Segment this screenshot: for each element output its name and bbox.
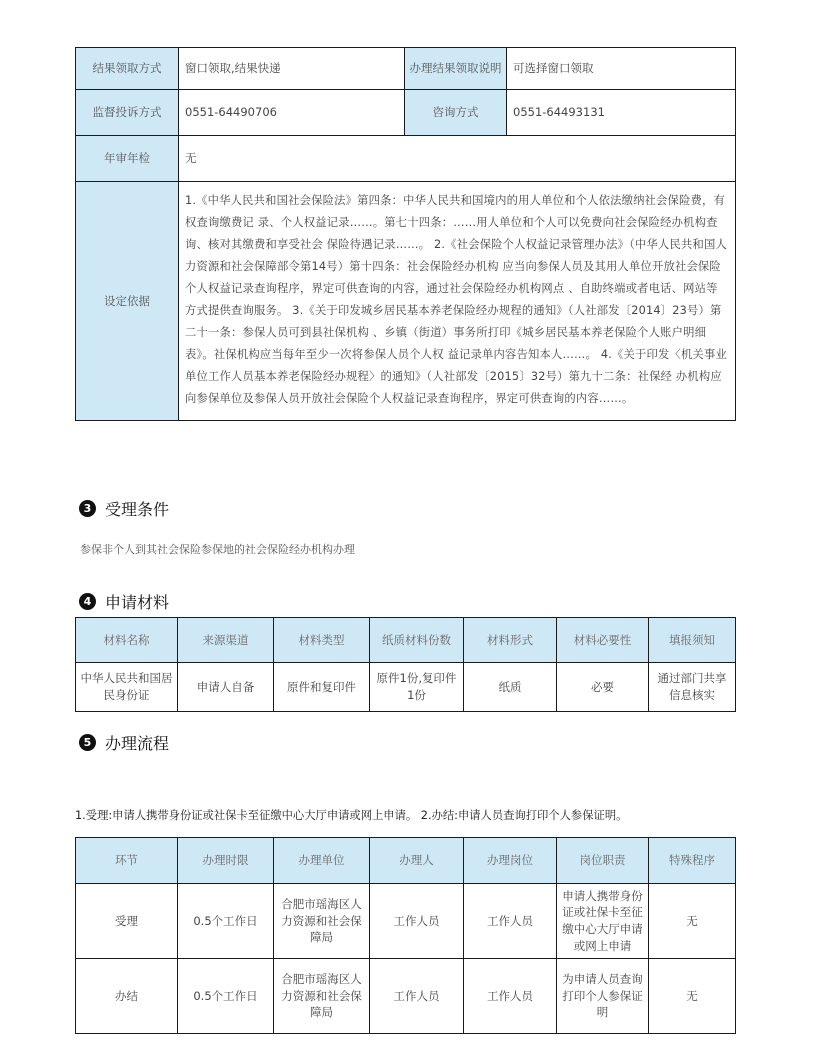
section-heading-materials (79, 590, 169, 613)
section-number-badge: 5 (79, 734, 96, 751)
column-header: 特殊程序 (649, 838, 736, 884)
consult-phone: 0551-64493131 (507, 90, 736, 136)
result-method-value: 窗口领取,结果快递 (179, 48, 405, 90)
table-cell: 通过部门共享信息核实 (649, 663, 736, 712)
section-heading-process (79, 731, 169, 754)
table-cell: 0.5个工作日 (178, 884, 274, 959)
column-header: 办理岗位 (464, 838, 557, 884)
annual-check-label: 年审年检 (76, 136, 179, 182)
table-cell: 申请人自备 (178, 663, 274, 712)
column-header: 环节 (76, 838, 178, 884)
legal-basis-text: 1.《中华人民共和国社会保险法》第四条：中华人民共和国境内的用人单位和个人依法缴纳社会保险费，有权查询缴费记 录、个人权益记录……。第七十四条：……用人单位和个人可以免费向社会保险经办机构查询、核对其缴费和享受社会 保险待遇记录……。 2.《社会保险个人权益记录管理办法》（中华人民共和国人力资源和社会保障部令第14号）第十四条：社会保险经办机构 应当向参保人员及其用人单位开放社会保险个人权益记录查询程序，界定可供查询的内容，通过社会保险经办机构网点 、自助终端或者电话、网站等方式提供查询服务。 3.《关于印发城乡居民基本养老保险经办规程的通知》（人社部发〔2014〕23号）第二十一条：参保人员可到县社保机构 、乡镇（街道）事务所打印《城乡居民基本养老保险个人账户明细表》。社保机构应当每年至少一次将参保人员个人权 益记录单内容告知本人……。 4.《关于印发〈机关事业单位工作人员基本养老保险经办规程〉的通知》（人社部发〔2015〕32号）第九十二条：社保经 办机构应向参保单位及参保人员开放社会保险个人权益记录查询程序，界定可供查询的内容……。 (179, 182, 736, 421)
column-header: 材料必要性 (557, 618, 649, 663)
column-header: 来源渠道 (178, 618, 274, 663)
table-cell: 必要 (557, 663, 649, 712)
section-heading-acceptance (79, 497, 169, 520)
annual-check-value: 无 (179, 136, 736, 182)
legal-basis-label: 设定依据 (76, 182, 179, 421)
table-cell: 合肥市瑶海区人力资源和社会保障局 (274, 884, 370, 959)
table-cell: 申请人携带身份证或社保卡至征缴中心大厅申请或网上申请 (557, 884, 649, 959)
table-header-row (76, 838, 736, 884)
table-row (76, 884, 736, 959)
materials-table (75, 617, 736, 712)
section-title: 申请材料 (105, 593, 170, 612)
info-table (75, 47, 736, 421)
section-number-badge: 3 (79, 500, 96, 517)
column-header: 填报须知 (649, 618, 736, 663)
table-cell: 原件和复印件 (274, 663, 370, 712)
table-cell: 无 (649, 884, 736, 959)
column-header: 材料形式 (464, 618, 557, 663)
complaint-label: 监督投诉方式 (76, 90, 179, 136)
table-cell: 中华人民共和国居民身份证 (76, 663, 178, 712)
table-row (76, 663, 736, 712)
table-cell: 办结 (76, 959, 178, 1034)
table-cell: 纸质 (464, 663, 557, 712)
process-table (75, 837, 736, 1034)
section-number-badge: 4 (79, 593, 96, 610)
result-method-label: 结果领取方式 (76, 48, 179, 90)
column-header: 办理人 (370, 838, 464, 884)
table-cell: 合肥市瑶海区人力资源和社会保障局 (274, 959, 370, 1034)
info-row (76, 48, 736, 90)
process-description: 1.受理:申请人携带身份证或社保卡至征缴中心大厅申请或网上申请。 2.办结:申请人员查询打印个人参保证明。 (75, 809, 628, 822)
column-header: 办理时限 (178, 838, 274, 884)
table-cell: 工作人员 (464, 884, 557, 959)
column-header: 岗位职责 (557, 838, 649, 884)
info-row (76, 90, 736, 136)
table-cell: 为申请人员查询打印个人参保证明 (557, 959, 649, 1034)
table-cell: 0.5个工作日 (178, 959, 274, 1034)
column-header: 办理单位 (274, 838, 370, 884)
complaint-phone: 0551-64490706 (179, 90, 405, 136)
info-row (76, 182, 736, 421)
column-header: 材料名称 (76, 618, 178, 663)
column-header: 纸质材料份数 (370, 618, 464, 663)
table-row (76, 959, 736, 1034)
consult-label: 咨询方式 (405, 90, 507, 136)
result-note-label: 办理结果领取说明 (405, 48, 507, 90)
table-cell: 工作人员 (464, 959, 557, 1034)
table-cell: 工作人员 (370, 959, 464, 1034)
table-cell: 受理 (76, 884, 178, 959)
table-header-row (76, 618, 736, 663)
result-note-value: 可选择窗口领取 (507, 48, 736, 90)
acceptance-condition-text: 参保非个人到其社会保险参保地的社会保险经办机构办理 (80, 543, 355, 556)
table-cell: 工作人员 (370, 884, 464, 959)
table-cell: 无 (649, 959, 736, 1034)
table-cell: 原件1份,复印件1份 (370, 663, 464, 712)
column-header: 材料类型 (274, 618, 370, 663)
section-title: 办理流程 (105, 734, 170, 753)
section-title: 受理条件 (105, 500, 170, 519)
info-row (76, 136, 736, 182)
